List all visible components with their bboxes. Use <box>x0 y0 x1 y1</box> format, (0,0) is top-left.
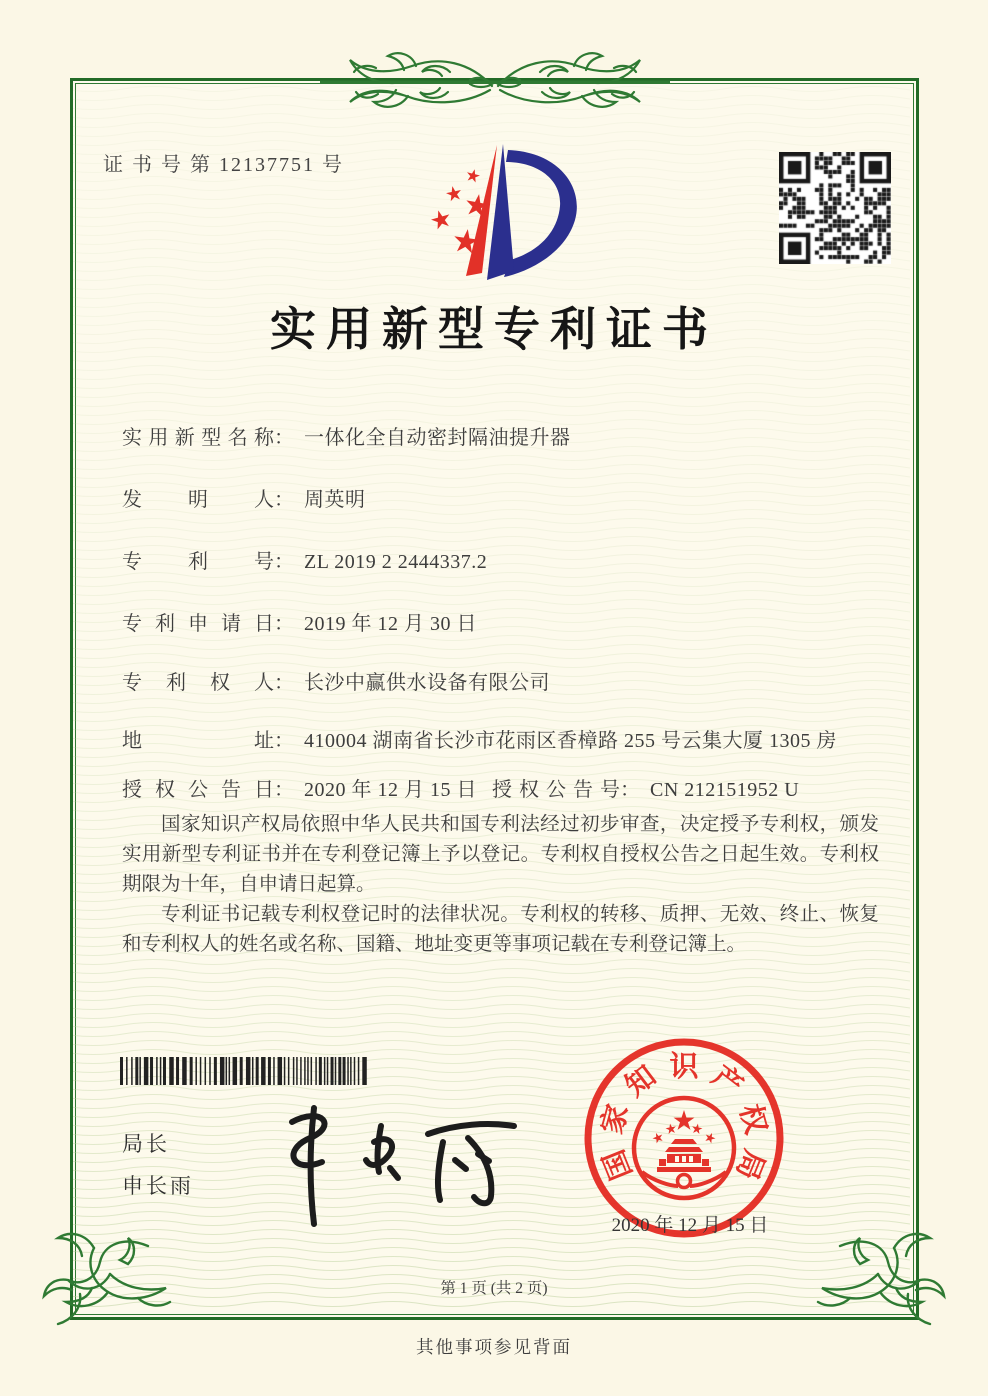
svg-text:国: 国 <box>597 1145 639 1185</box>
field-colon: ： <box>274 551 294 573</box>
field-row-utility-model-name <box>122 421 892 450</box>
field-colon: ： <box>274 779 294 801</box>
grant-number-group <box>492 773 799 802</box>
svg-text:知: 知 <box>619 1060 663 1104</box>
svg-text:权: 权 <box>733 1101 772 1138</box>
field-row-inventor <box>122 483 892 512</box>
field-row-filing-date <box>122 607 892 636</box>
field-label: 专利权人 <box>122 672 274 694</box>
certificate-number: 证 书 号 第 12137751 号 <box>103 154 344 176</box>
officer-title: 局长 <box>122 1132 170 1156</box>
field-row-patent-number <box>122 545 892 574</box>
grant-date-label: 授权公告日 <box>122 779 274 801</box>
legal-text-block <box>122 810 879 960</box>
field-value: ZL 2019 2 2444337.2 <box>304 551 488 573</box>
field-value: 410004 湖南省长沙市花雨区香樟路 255 号云集大厦 1305 房 <box>304 730 837 752</box>
seal-date: 2020 年 12 月 15 日 <box>611 1215 769 1236</box>
svg-text:识: 识 <box>669 1051 699 1083</box>
top-center-flourish-ornament <box>320 44 670 136</box>
field-row-patentee <box>122 666 892 695</box>
cnipa-logo-icon <box>408 130 598 295</box>
grant-number-label: 授权公告号 <box>492 779 620 801</box>
field-colon: ： <box>274 613 294 635</box>
field-value: 2019 年 12 月 30 日 <box>304 613 477 635</box>
svg-text:家: 家 <box>596 1101 635 1138</box>
field-value: 一体化全自动密封隔油提升器 <box>304 427 571 449</box>
field-label: 专利号 <box>122 551 274 573</box>
national-emblem <box>634 1098 734 1198</box>
field-value: 周英明 <box>304 489 366 511</box>
certificate-title: 实用新型专利证书 <box>270 304 718 355</box>
field-label: 发明人 <box>122 489 274 511</box>
field-colon: ： <box>274 489 294 511</box>
officer-name: 申长雨 <box>122 1174 194 1198</box>
legal-paragraph-2: 专利证书记载专利权登记时的法律状况。专利权的转移、质押、无效、终止、恢复和专利权人的姓名或名称、国籍、地址变更等事项记载在专利登记簿上。 <box>122 904 879 955</box>
barcode <box>120 1057 372 1085</box>
field-label: 专利申请日 <box>122 613 274 635</box>
svg-text:局: 局 <box>729 1145 771 1185</box>
grant-date-value: 2020 年 12 月 15 日 <box>304 779 477 801</box>
field-colon: ： <box>274 672 294 694</box>
field-value: 长沙中赢供水设备有限公司 <box>304 672 550 694</box>
field-row-address <box>122 724 892 753</box>
svg-text:产: 产 <box>705 1060 749 1104</box>
field-label: 实用新型名称 <box>122 427 274 449</box>
field-colon: ： <box>620 779 640 801</box>
field-label: 地址 <box>122 730 274 752</box>
grant-number-value: CN 212151952 U <box>650 779 800 801</box>
back-side-note: 其他事项参见背面 <box>416 1337 572 1357</box>
qr-code <box>779 152 891 264</box>
legal-paragraph-1: 国家知识产权局依照中华人民共和国专利法经过初步审查，决定授予专利权，颁发实用新型专利证书并在专利登记簿上予以登记。专利权自授权公告之日起生效。专利权期限为十年，自申请日起算。 <box>122 814 879 895</box>
field-colon: ： <box>274 730 294 752</box>
director-signature-image <box>250 1098 540 1233</box>
page-number: 第 1 页 (共 2 页) <box>440 1280 548 1297</box>
field-colon: ： <box>274 427 294 449</box>
field-row-grant <box>122 773 892 802</box>
